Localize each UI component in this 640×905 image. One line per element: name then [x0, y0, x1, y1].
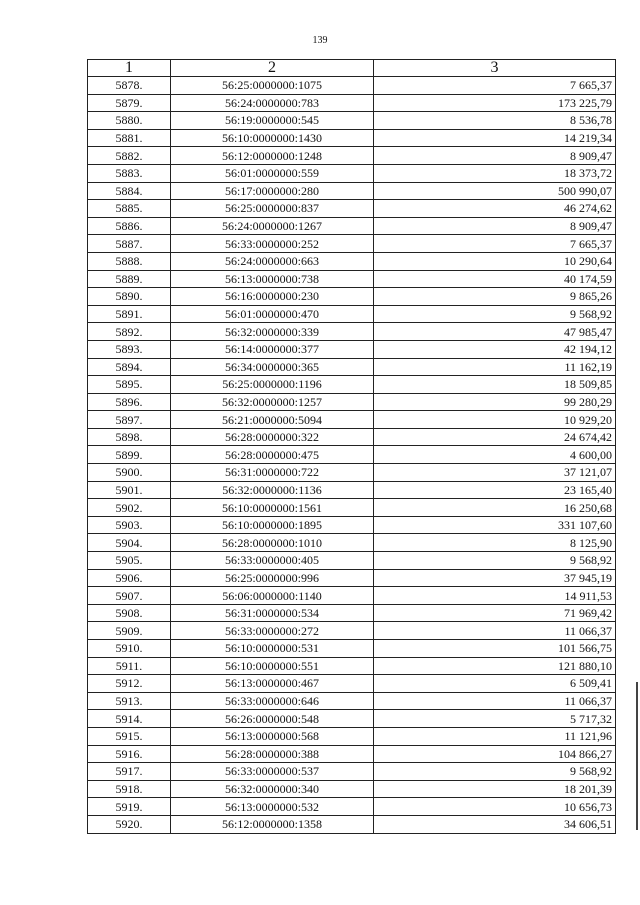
table-row	[88, 217, 616, 235]
cadastral-number: 56:14:0000000:377	[171, 340, 374, 358]
row-number: 5900.	[88, 464, 171, 482]
cadastral-number: 56:28:0000000:1010	[171, 534, 374, 552]
row-value: 11 162,19	[374, 358, 616, 376]
table-row	[88, 464, 616, 482]
row-value: 9 865,26	[374, 288, 616, 306]
row-value: 331 107,60	[374, 516, 616, 534]
table-row	[88, 587, 616, 605]
row-number: 5903.	[88, 516, 171, 534]
row-value: 10 929,20	[374, 411, 616, 429]
table-row	[88, 411, 616, 429]
row-value: 5 717,32	[374, 710, 616, 728]
table-row	[88, 815, 616, 833]
cadastral-number: 56:31:0000000:722	[171, 464, 374, 482]
row-number: 5889.	[88, 270, 171, 288]
row-value: 11 066,37	[374, 622, 616, 640]
table-row	[88, 129, 616, 147]
row-value: 104 866,27	[374, 745, 616, 763]
row-number: 5893.	[88, 340, 171, 358]
row-value: 18 509,85	[374, 376, 616, 394]
table-row	[88, 516, 616, 534]
table-row	[88, 745, 616, 763]
row-value: 8 909,47	[374, 147, 616, 165]
cadastral-number: 56:10:0000000:1430	[171, 129, 374, 147]
table-row	[88, 481, 616, 499]
cadastral-number: 56:33:0000000:405	[171, 552, 374, 570]
table-row	[88, 393, 616, 411]
table-row	[88, 798, 616, 816]
row-number: 5904.	[88, 534, 171, 552]
cadastral-number: 56:25:0000000:996	[171, 569, 374, 587]
row-value: 16 250,68	[374, 499, 616, 517]
cadastral-number: 56:28:0000000:388	[171, 745, 374, 763]
table-row	[88, 692, 616, 710]
table-row	[88, 164, 616, 182]
cadastral-number: 56:10:0000000:1895	[171, 516, 374, 534]
row-value: 24 674,42	[374, 428, 616, 446]
row-value: 71 969,42	[374, 604, 616, 622]
cadastral-number: 56:33:0000000:252	[171, 235, 374, 253]
table-row	[88, 376, 616, 394]
row-value: 500 990,07	[374, 182, 616, 200]
row-number: 5899.	[88, 446, 171, 464]
table-row	[88, 94, 616, 112]
row-number: 5888.	[88, 252, 171, 270]
row-value: 37 945,19	[374, 569, 616, 587]
cadastral-number: 56:06:0000000:1140	[171, 587, 374, 605]
cadastral-number: 56:32:0000000:1257	[171, 393, 374, 411]
table-row	[88, 323, 616, 341]
table-row	[88, 710, 616, 728]
row-value: 7 665,37	[374, 77, 616, 95]
row-number: 5917.	[88, 763, 171, 781]
table-row	[88, 569, 616, 587]
cadastral-number: 56:28:0000000:322	[171, 428, 374, 446]
table-row	[88, 288, 616, 306]
row-number: 5898.	[88, 428, 171, 446]
row-value: 7 665,37	[374, 235, 616, 253]
table-row	[88, 340, 616, 358]
table-row	[88, 252, 616, 270]
table-row	[88, 499, 616, 517]
cadastral-number: 56:26:0000000:548	[171, 710, 374, 728]
row-number: 5912.	[88, 675, 171, 693]
cadastral-number: 56:13:0000000:467	[171, 675, 374, 693]
row-value: 10 290,64	[374, 252, 616, 270]
cadastral-number: 56:34:0000000:365	[171, 358, 374, 376]
row-number: 5878.	[88, 77, 171, 95]
cadastral-number: 56:33:0000000:537	[171, 763, 374, 781]
table-row	[88, 305, 616, 323]
row-value: 40 174,59	[374, 270, 616, 288]
cadastral-number: 56:12:0000000:1358	[171, 815, 374, 833]
cadastral-number: 56:24:0000000:663	[171, 252, 374, 270]
row-value: 9 568,92	[374, 305, 616, 323]
row-number: 5881.	[88, 129, 171, 147]
table-row	[88, 358, 616, 376]
cadastral-number: 56:10:0000000:1561	[171, 499, 374, 517]
column-header-3: 3	[374, 60, 616, 77]
cadastral-number: 56:32:0000000:339	[171, 323, 374, 341]
cadastral-number: 56:13:0000000:532	[171, 798, 374, 816]
row-value: 18 373,72	[374, 164, 616, 182]
row-number: 5916.	[88, 745, 171, 763]
table-row	[88, 675, 616, 693]
row-value: 8 909,47	[374, 217, 616, 235]
table-row	[88, 640, 616, 658]
cadastral-number: 56:24:0000000:783	[171, 94, 374, 112]
table-row	[88, 534, 616, 552]
row-number: 5882.	[88, 147, 171, 165]
row-number: 5918.	[88, 780, 171, 798]
row-value: 101 566,75	[374, 640, 616, 658]
cadastral-number: 56:25:0000000:1075	[171, 77, 374, 95]
cadastral-number: 56:10:0000000:551	[171, 657, 374, 675]
table-row	[88, 77, 616, 95]
row-value: 9 568,92	[374, 763, 616, 781]
row-value: 34 606,51	[374, 815, 616, 833]
row-number: 5886.	[88, 217, 171, 235]
table-row	[88, 727, 616, 745]
cadastral-number: 56:01:0000000:470	[171, 305, 374, 323]
row-value: 6 509,41	[374, 675, 616, 693]
cadastral-number: 56:13:0000000:568	[171, 727, 374, 745]
row-value: 10 656,73	[374, 798, 616, 816]
row-value: 173 225,79	[374, 94, 616, 112]
row-number: 5914.	[88, 710, 171, 728]
row-value: 4 600,00	[374, 446, 616, 464]
row-number: 5887.	[88, 235, 171, 253]
row-number: 5895.	[88, 376, 171, 394]
table-row	[88, 552, 616, 570]
cadastral-number: 56:19:0000000:545	[171, 112, 374, 130]
table-row	[88, 780, 616, 798]
cadastral-number: 56:33:0000000:646	[171, 692, 374, 710]
cadastral-number: 56:01:0000000:559	[171, 164, 374, 182]
table-row	[88, 270, 616, 288]
row-value: 99 280,29	[374, 393, 616, 411]
row-number: 5911.	[88, 657, 171, 675]
row-number: 5892.	[88, 323, 171, 341]
cadastral-number: 56:13:0000000:738	[171, 270, 374, 288]
row-number: 5879.	[88, 94, 171, 112]
row-value: 23 165,40	[374, 481, 616, 499]
row-number: 5915.	[88, 727, 171, 745]
row-value: 8 536,78	[374, 112, 616, 130]
row-number: 5902.	[88, 499, 171, 517]
row-value: 11 066,37	[374, 692, 616, 710]
table-row	[88, 763, 616, 781]
cadastral-number: 56:10:0000000:531	[171, 640, 374, 658]
cadastral-number: 56:32:0000000:340	[171, 780, 374, 798]
page-edge-mark	[636, 682, 638, 830]
table-row	[88, 235, 616, 253]
row-number: 5896.	[88, 393, 171, 411]
row-number: 5883.	[88, 164, 171, 182]
row-value: 18 201,39	[374, 780, 616, 798]
row-value: 14 911,53	[374, 587, 616, 605]
row-number: 5920.	[88, 815, 171, 833]
row-value: 9 568,92	[374, 552, 616, 570]
cadastral-number: 56:24:0000000:1267	[171, 217, 374, 235]
table-row	[88, 604, 616, 622]
row-number: 5919.	[88, 798, 171, 816]
cadastral-table	[87, 59, 616, 834]
table-row	[88, 622, 616, 640]
cadastral-number: 56:31:0000000:534	[171, 604, 374, 622]
row-number: 5901.	[88, 481, 171, 499]
cadastral-number: 56:33:0000000:272	[171, 622, 374, 640]
column-header-2: 2	[171, 60, 374, 77]
row-value: 14 219,34	[374, 129, 616, 147]
row-number: 5906.	[88, 569, 171, 587]
table-body	[88, 77, 616, 834]
row-number: 5908.	[88, 604, 171, 622]
row-number: 5885.	[88, 200, 171, 218]
row-number: 5890.	[88, 288, 171, 306]
row-number: 5880.	[88, 112, 171, 130]
row-value: 47 985,47	[374, 323, 616, 341]
table-header-row	[88, 60, 616, 77]
row-number: 5894.	[88, 358, 171, 376]
page-number: 139	[312, 35, 328, 46]
row-value: 37 121,07	[374, 464, 616, 482]
table-row	[88, 112, 616, 130]
column-header-1: 1	[88, 60, 171, 77]
row-value: 46 274,62	[374, 200, 616, 218]
row-value: 42 194,12	[374, 340, 616, 358]
row-number: 5884.	[88, 182, 171, 200]
table-row	[88, 446, 616, 464]
cadastral-number: 56:17:0000000:280	[171, 182, 374, 200]
row-number: 5891.	[88, 305, 171, 323]
row-number: 5910.	[88, 640, 171, 658]
table-row	[88, 428, 616, 446]
row-value: 8 125,90	[374, 534, 616, 552]
row-number: 5909.	[88, 622, 171, 640]
row-number: 5913.	[88, 692, 171, 710]
row-value: 11 121,96	[374, 727, 616, 745]
table-row	[88, 657, 616, 675]
row-number: 5905.	[88, 552, 171, 570]
table-row	[88, 200, 616, 218]
cadastral-number: 56:32:0000000:1136	[171, 481, 374, 499]
cadastral-number: 56:25:0000000:837	[171, 200, 374, 218]
row-value: 121 880,10	[374, 657, 616, 675]
cadastral-number: 56:21:0000000:5094	[171, 411, 374, 429]
cadastral-number: 56:25:0000000:1196	[171, 376, 374, 394]
row-number: 5897.	[88, 411, 171, 429]
cadastral-number: 56:16:0000000:230	[171, 288, 374, 306]
cadastral-number: 56:28:0000000:475	[171, 446, 374, 464]
table-row	[88, 147, 616, 165]
table-row	[88, 182, 616, 200]
cadastral-number: 56:12:0000000:1248	[171, 147, 374, 165]
row-number: 5907.	[88, 587, 171, 605]
